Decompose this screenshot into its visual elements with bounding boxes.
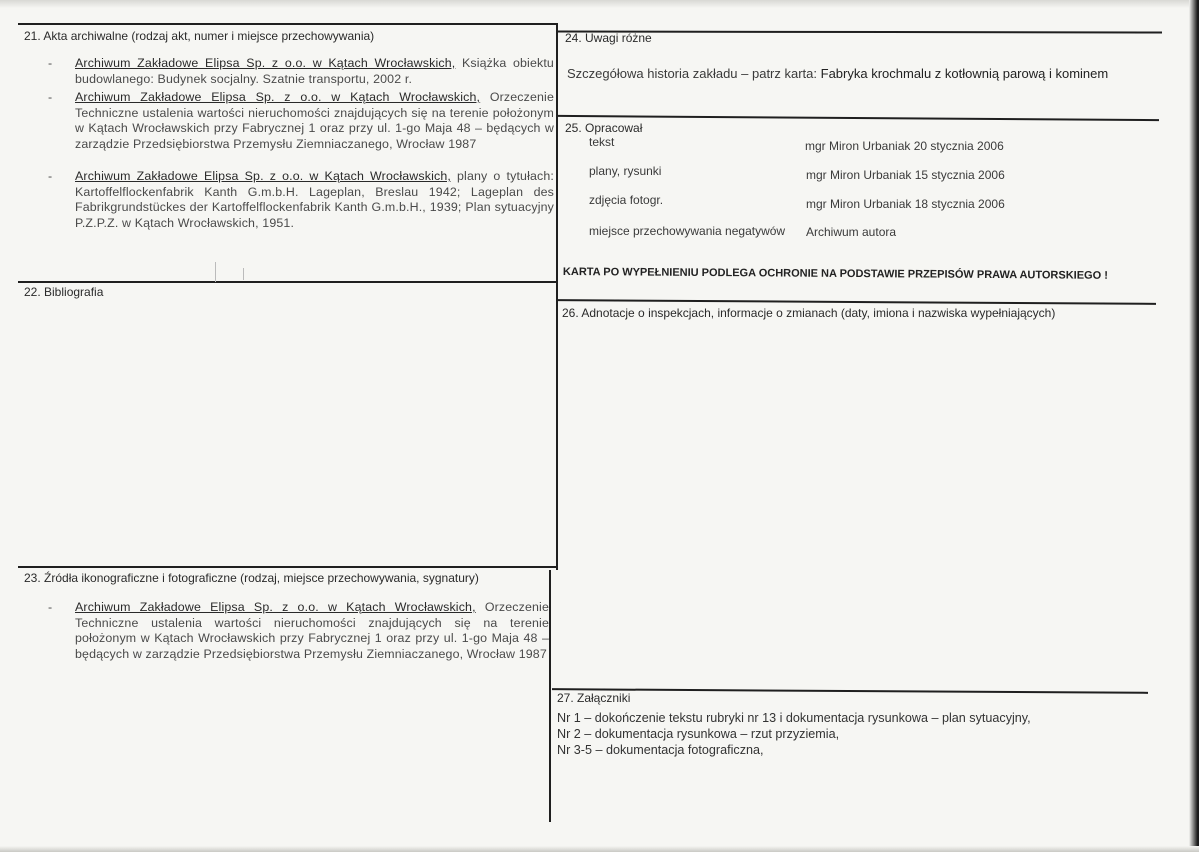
author-label-plans: plany, rysunki (589, 164, 662, 178)
rule-23 (18, 566, 556, 568)
archive-source: Archiwum Zakładowe Elipsa Sp. z o.o. w Kątach Wrocławskich, (75, 169, 451, 183)
rule-26 (558, 299, 1156, 305)
archive-source: Archiwum Zakładowe Elipsa Sp. z o.o. w Kątach Wrocławskich, (75, 56, 456, 70)
author-value-plans: mgr Miron Urbaniak 15 stycznia 2006 (806, 168, 1005, 182)
top-rule-left (18, 23, 558, 25)
list-dash: - (48, 90, 53, 104)
section-24-heading: 24. Uwagi różne (565, 31, 652, 45)
section-27-heading: 27. Załączniki (557, 691, 631, 705)
attachment-item-1: Nr 1 – dokończenie tekstu rubryki nr 13 i dokumentacja rysunkowa – plan sytuacyjny, (557, 711, 1031, 725)
column-divider-lower (549, 570, 551, 822)
archive-entry-3 (48, 169, 554, 231)
iconographic-source: Archiwum Zakładowe Elipsa Sp. z o.o. w Kątach Wrocławskich, (75, 600, 476, 614)
archive-source: Archiwum Zakładowe Elipsa Sp. z o.o. w Kątach Wrocławskich, (75, 90, 481, 104)
remarks-prefix: Szczegółowa historia zakładu – patrz karta: (567, 66, 821, 81)
scan-right-edge (1189, 0, 1199, 852)
rule-27 (552, 688, 1148, 694)
scan-mark (215, 262, 216, 282)
iconographic-description: Orzeczenie Techniczne ustalenia wartości nieruchomości znajdujących się na terenie położonym w Kątach Wrocławskich przy Fabrycznej 1 oraz przy ul. 1-go Maja 48 – będących w zarządzie Przedsiębiorstwa Przemysłu Ziemniaczanego, Wrocław 1987 (75, 600, 549, 661)
attachment-item-2: Nr 2 – dokumentacja rysunkowa – rzut przyziemia, (557, 727, 840, 741)
iconographic-entry-1 (48, 600, 549, 662)
archive-description: plany o tytułach: Kartoffelflockenfabrik Kanth G.m.b.H. Lageplan, Breslau 1942; Lageplan des Fabrikgrundstückes der Kartoffelflockenfabrik Kanth G.m.b.H., 1939; Plan sytuacyjny P.Z.P.Z. w Kątach Wrocławskich, 1951. (75, 169, 554, 230)
copyright-notice: KARTA PO WYPEŁNIENIU PODLEGA OCHRONIE NA PODSTAWIE PRZEPISÓW PRAWA AUTORSKIEGO ! (562, 266, 1108, 282)
negatives-location-value: Archiwum autora (806, 225, 897, 239)
scan-mark (243, 268, 244, 280)
archive-entry-2 (48, 90, 554, 152)
list-dash: - (48, 600, 53, 614)
scan-bottom-edge (0, 846, 1199, 852)
archive-description: Orzeczenie Techniczne ustalenia wartości nieruchomości znajdujących się na terenie położonym w Kątach Wrocławskich przy Fabrycznej 1 oraz przy ul. 1-go Maja 48 – będących w zarządzie Przedsiębiorstwa Przemysłu Ziemniaczanego, Wrocław 1987 (75, 90, 554, 151)
author-label-text: tekst (589, 135, 615, 149)
section-25-heading: 25. Opracował (565, 121, 643, 135)
archive-entry-1 (48, 56, 554, 87)
scan-top-edge (0, 0, 1199, 8)
archive-description: Książka obiektu budowlanego: Budynek socjalny. Szatnie transportu, 2002 r. (75, 56, 554, 86)
remarks-text (567, 66, 1108, 81)
section-26-heading: 26. Adnotacje o inspekcjach, informacje o zmianach (daty, imiona i nazwiska wypełniających) (562, 306, 1056, 320)
author-value-photos: mgr Miron Urbaniak 18 stycznia 2006 (806, 197, 1005, 211)
section-21-heading: 21. Akta archiwalne (rodzaj akt, numer i miejsce przechowywania) (24, 29, 375, 43)
list-dash: - (48, 169, 53, 183)
section-23-heading: 23. Źródła ikonograficzne i fotograficzne (rodzaj, miejsce przechowywania, sygnatury) (24, 571, 479, 585)
remarks-reference: Fabryka krochmalu z kotłownią parową i kominem (820, 66, 1109, 81)
attachment-item-3: Nr 3-5 – dokumentacja fotograficzna, (557, 743, 764, 757)
rule-25 (558, 115, 1159, 121)
list-dash: - (48, 56, 53, 70)
negatives-location-label: miejsce przechowywania negatywów (589, 224, 786, 238)
author-label-photos: zdjęcia fotogr. (589, 193, 664, 207)
author-value-text: mgr Miron Urbaniak 20 stycznia 2006 (805, 139, 1004, 153)
column-divider-upper (556, 24, 558, 570)
section-22-heading: 22. Bibliografia (24, 285, 104, 299)
rule-22 (18, 281, 557, 283)
